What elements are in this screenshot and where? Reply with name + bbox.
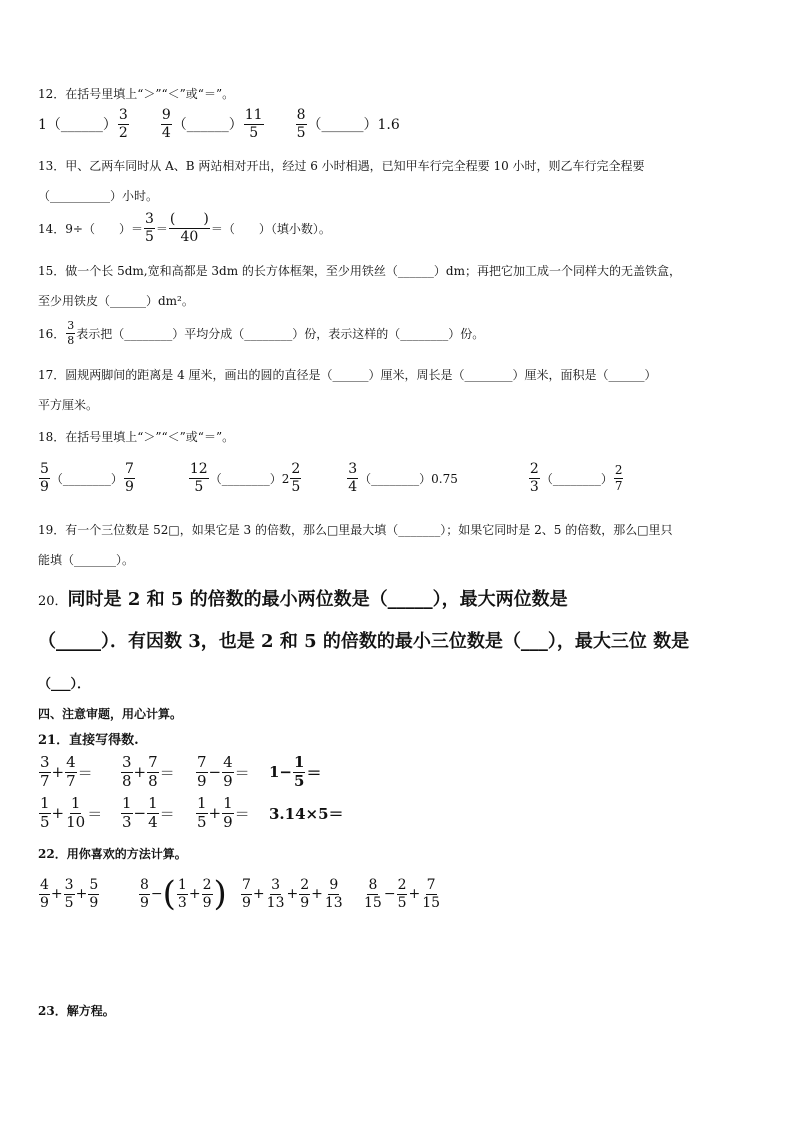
q23-title: 23．解方程。 [38,1004,115,1018]
q14-frac2[interactable]: $\frac{( )}{40}$ [169,211,209,245]
q18-i3-frac: $\frac{3}{4}$ [348,461,358,495]
q21-r1-e1: $\frac{3}{7}$ + $\frac{4}{7}$ ＝ [40,753,93,790]
q20-num: 20． [38,594,68,609]
q18-items [38,462,624,494]
q18-i1-frac: $\frac{5}{9}$ [40,461,49,495]
q19-line2[interactable]: 能填（_______）。 [38,553,135,567]
q13-line1: 13．甲、乙两车同时从 A、B 两站相对开出，经过 6 小时相遇，已知甲车行完全程要 10 小时，则乙车行完全程要 [38,159,645,173]
q18-i4-frac2: $\frac{2}{7}$ [614,463,623,493]
q15-line2[interactable]: 至少用铁皮（______）dm²。 [38,294,194,308]
q15-line1: 15．做一个长 5dm,宽和高都是 3dm 的长方体框架，至少用铁丝（______）dm；再把它加工成一个同样大的无盖铁盒， [38,264,681,278]
q18-i2-frac: $\frac{12}{5}$ [189,461,208,495]
q21-title: 21．直接写得数. [38,733,139,748]
q12-d-tail[interactable]: （______）1.6 [307,117,400,134]
q20-line1-text[interactable]: 同时是 2 和 5 的倍数的最小两位数是（_____），最大两位数是 [67,589,568,610]
q21-r1-e4: 1− $\frac{1}{5}$ ＝ [269,753,322,790]
q20-line2[interactable]: （_____）．有因数 3，也是 2 和 5 的倍数的最小三位数是（___），最大三位 数是 [38,631,690,652]
q18-i4-blank[interactable]: （________） [540,471,613,486]
q16-tail[interactable]: 表示把（________）平均分成（________）份，表示这样的（________）份。 [76,326,485,341]
q12-frac-d: $\frac{8}{5}$ [296,107,306,141]
q14 [38,212,331,244]
q16 [38,320,484,346]
q14-tail[interactable]: ＝（ ）（填小数）。 [210,221,331,236]
q21-r1-e3: $\frac{7}{9}$ − $\frac{4}{9}$ ＝ [197,753,250,790]
q21-row1 [38,755,321,790]
q20-line3[interactable]: （___）． [38,677,91,692]
q12-frac-b: $\frac{9}{4}$ [161,107,171,141]
q20-line1 [38,585,568,611]
q22-e4: $\frac{8}{15}$ − $\frac{2}{5}$ + $\frac{7}{15}$ [364,876,441,911]
q18-i1-frac2: $\frac{7}{9}$ [124,461,134,495]
q19-line1: 19．有一个三位数是 52□，如果它是 3 的倍数，那么□里最大填（_______）；如果它同时是 2、5 的倍数，那么□里只 [38,523,673,537]
q12-title: 12．在括号里填上“＞”“＜”或“＝”。 [38,87,235,101]
q21-r2-e3: $\frac{1}{5}$ + $\frac{1}{9}$ ＝ [197,794,250,831]
q18-title: 18．在括号里填上“＞”“＜”或“＝”。 [38,430,235,444]
q14-eq: ＝ [155,221,168,236]
q18-i3-blank[interactable]: （________）0.75 [359,471,458,486]
q17-line1: 17．圆规两脚间的距离是 4 厘米，画出的圆的直径是（______）厘米，周长是（________）厘米，面积是（______） [38,368,657,382]
q14-frac1: $\frac{3}{5}$ [144,211,154,245]
q16-frac: $\frac{3}{8}$ [67,319,75,347]
q22-e2: $\frac{8}{9}$ − ( $\frac{1}{3}$ + $\frac{2}{9}$ ) [140,874,227,914]
q12-items [38,108,400,140]
q12-a: 1（______） [38,117,117,134]
q22-e3: $\frac{7}{9}$ + $\frac{3}{13}$ + $\frac{2}{9}$ + $\frac{9}{13}$ [242,876,343,911]
q16-pre: 16． [38,326,66,341]
q12-frac-c: $\frac{11}{5}$ [244,107,263,141]
q14-pre[interactable]: 14．9÷（ ）＝ [38,221,143,236]
section-4-heading: 四、注意审题，用心计算。 [38,707,183,721]
q18-i2-blank[interactable]: （________）2 [209,471,290,486]
q18-i1-blank[interactable]: （________） [50,471,123,486]
q18-i2-frac2: $\frac{2}{5}$ [291,461,301,495]
q21-r2-e4: 3.14×5＝ [269,804,344,823]
q21-r2-e2: $\frac{1}{3}$ − $\frac{1}{4}$ ＝ [122,794,175,831]
q21-r2-e1: $\frac{1}{5}$ + $\frac{1}{10}$ ＝ [40,794,103,831]
q12-blank-b[interactable]: （______） [172,117,243,134]
q17-line2: 平方厘米。 [38,398,99,412]
q21-row2 [38,796,344,831]
q18-i4-frac: $\frac{2}{3}$ [529,461,539,495]
q21-r1-e2: $\frac{3}{8}$ + $\frac{7}{8}$ ＝ [122,753,175,790]
q22-expressions [38,874,442,914]
q22-title: 22．用你喜欢的方法计算。 [38,847,187,861]
q12-frac-a: $\frac{3}{2}$ [118,107,128,141]
q13-line2[interactable]: （__________）小时。 [38,189,159,203]
q22-e1: $\frac{4}{9}$ + $\frac{3}{5}$ + $\frac{5}{9}$ [40,876,99,911]
